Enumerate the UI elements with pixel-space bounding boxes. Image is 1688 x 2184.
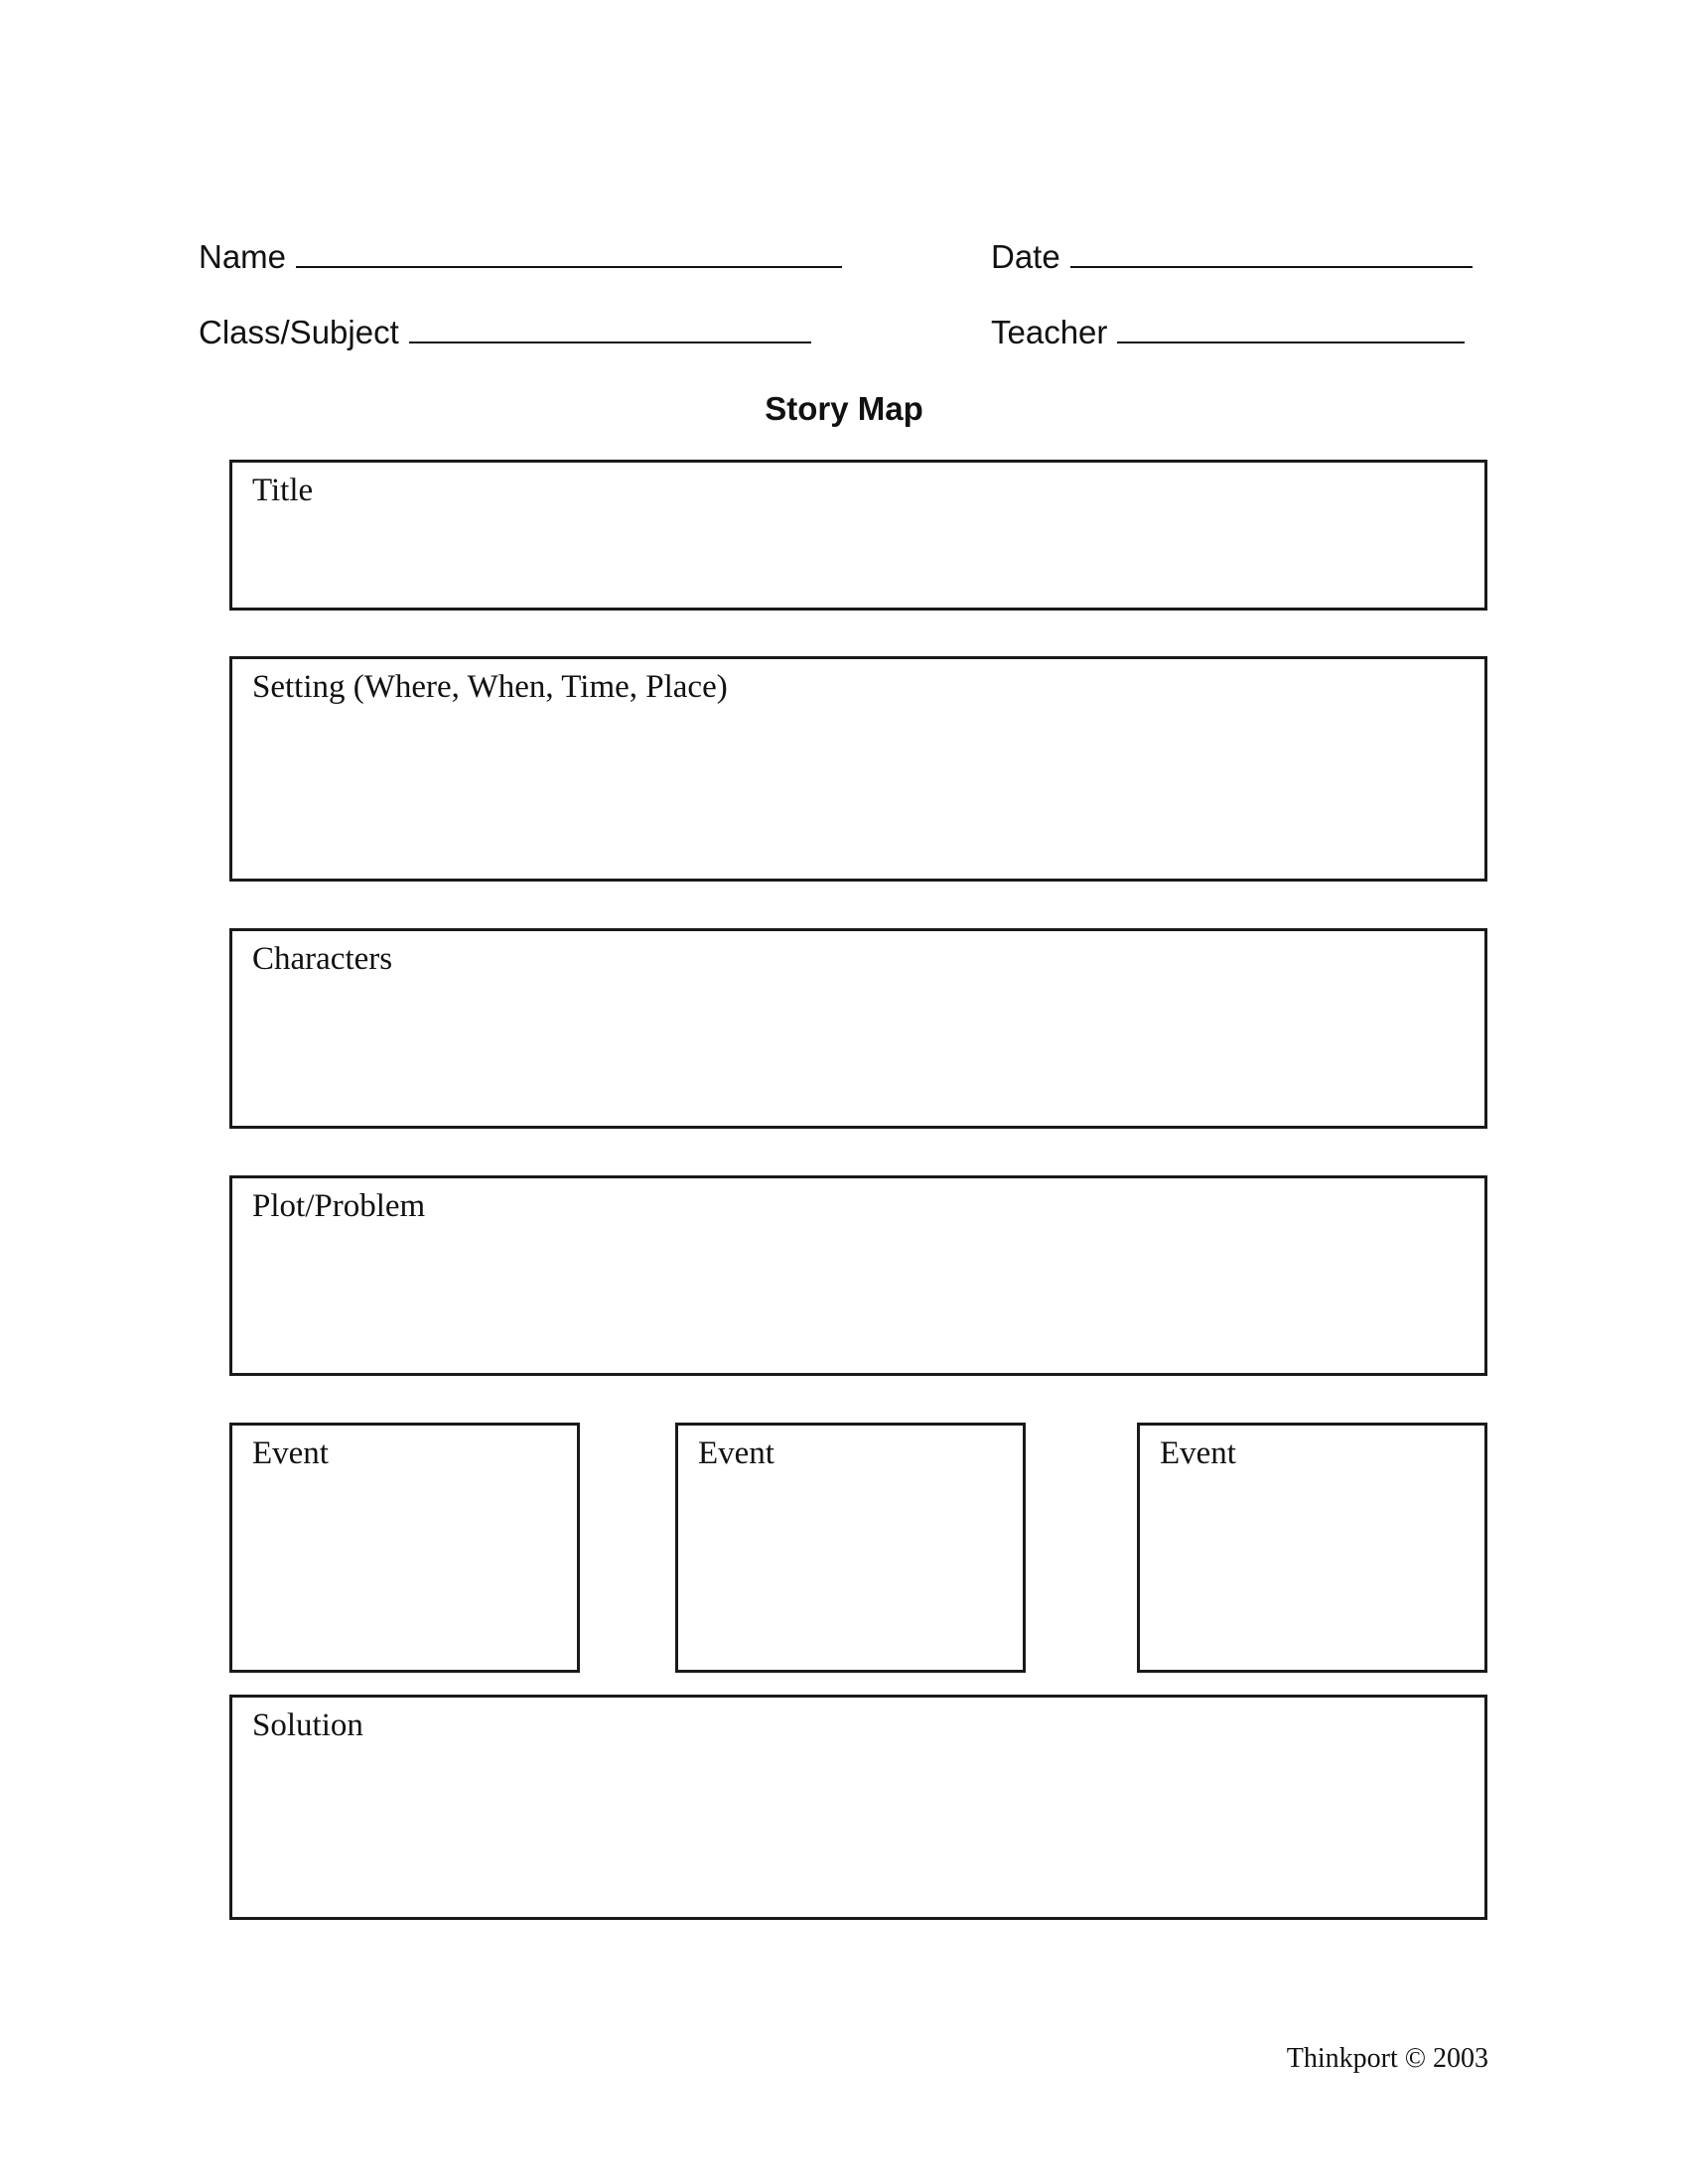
name-input-line[interactable]	[296, 236, 842, 268]
teacher-input-line[interactable]	[1117, 312, 1465, 343]
solution-box-label: Solution	[252, 1707, 363, 1743]
plot-problem-box[interactable]	[229, 1175, 1487, 1376]
name-label: Name	[199, 238, 287, 275]
characters-box-label: Characters	[252, 941, 393, 977]
event-box-label: Event	[698, 1435, 774, 1471]
title-box[interactable]	[229, 460, 1487, 611]
teacher-label: Teacher	[991, 314, 1108, 350]
teacher-field	[991, 312, 1465, 351]
event-box-label: Event	[1160, 1435, 1236, 1471]
setting-box-label: Setting (Where, When, Time, Place)	[252, 669, 728, 705]
class-subject-label: Class/Subject	[199, 314, 399, 350]
class-subject-field	[199, 312, 811, 351]
class-subject-input-line[interactable]	[409, 312, 811, 343]
solution-box[interactable]	[229, 1695, 1487, 1920]
date-label: Date	[991, 238, 1060, 275]
event-box-3[interactable]	[1137, 1423, 1487, 1673]
document-title: Story Map	[765, 390, 923, 427]
event-box-1[interactable]	[229, 1423, 580, 1673]
plot-problem-box-label: Plot/Problem	[252, 1188, 426, 1224]
date-input-line[interactable]	[1070, 236, 1473, 268]
date-field	[991, 236, 1473, 276]
characters-box[interactable]	[229, 928, 1487, 1129]
event-box-2[interactable]	[675, 1423, 1026, 1673]
name-field	[199, 236, 842, 276]
copyright-footer: Thinkport © 2003	[1286, 2043, 1488, 2074]
setting-box[interactable]	[229, 656, 1487, 882]
event-box-label: Event	[252, 1435, 329, 1471]
title-box-label: Title	[252, 473, 314, 508]
